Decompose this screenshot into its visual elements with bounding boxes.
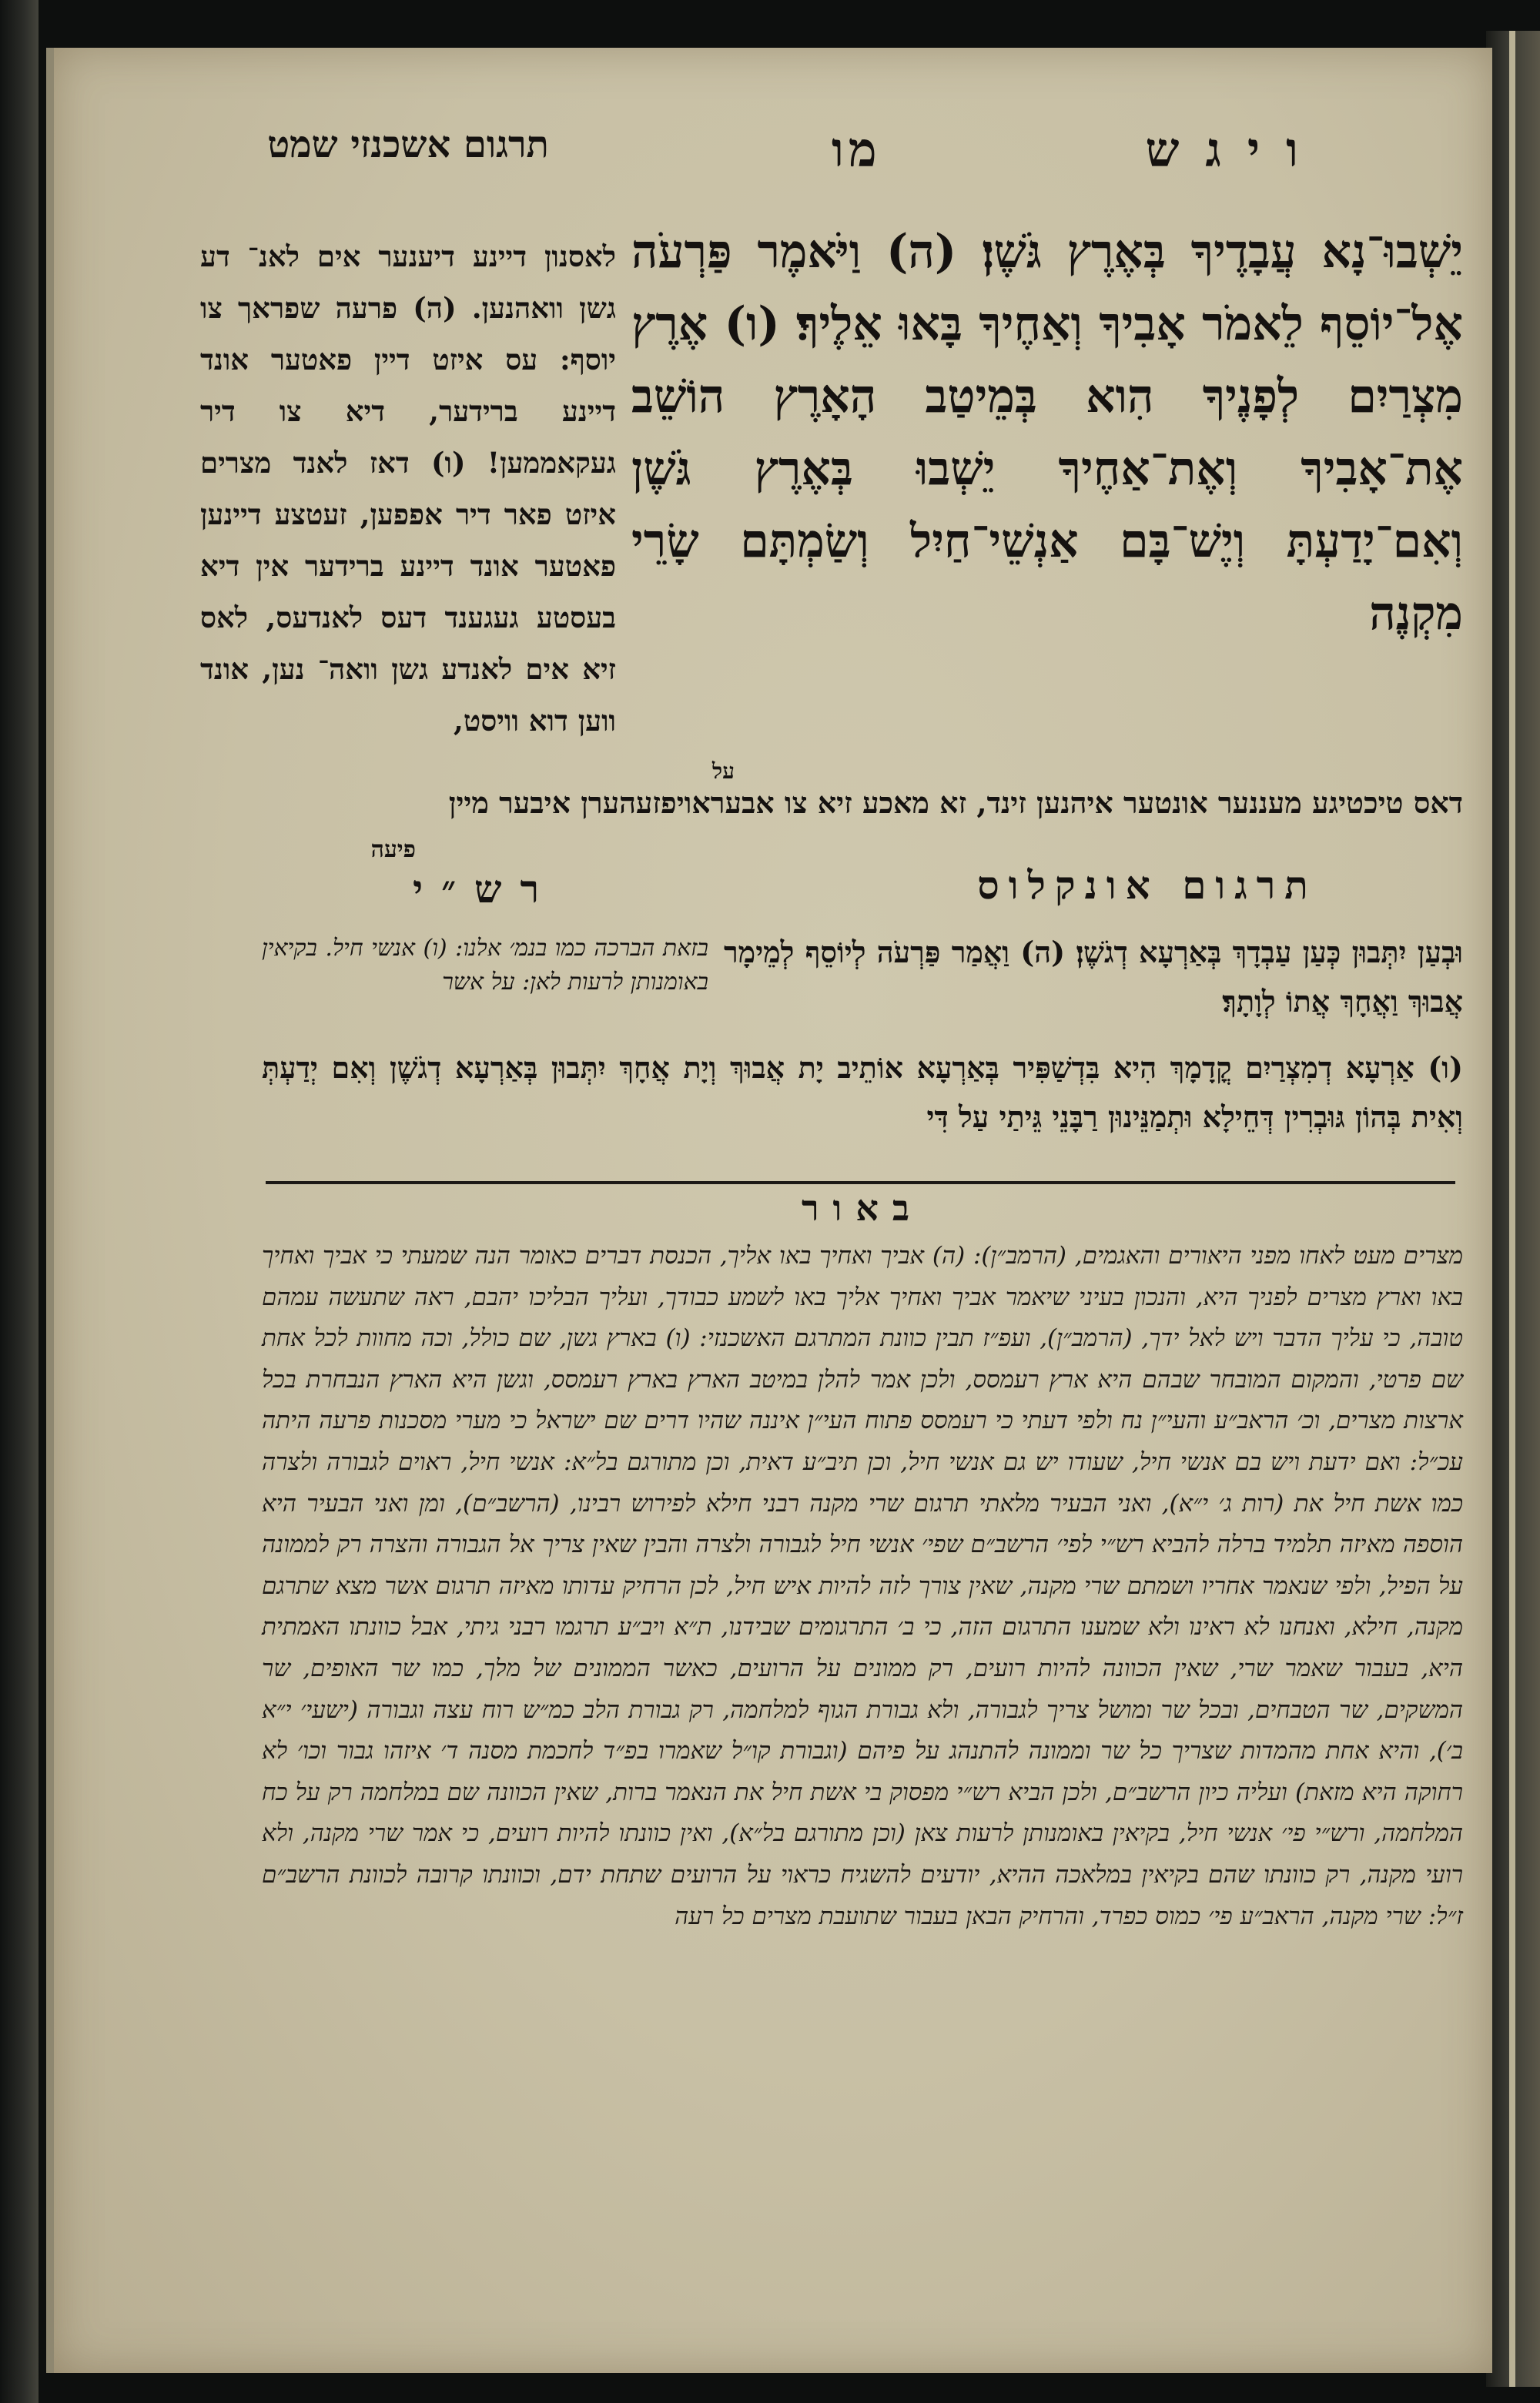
yiddish-translation-continuation: דאס טיכטיגע מעננער אונטער איהנען זינד, זא מאכע זיא צו אבעראויפזעהערן איבער מיין (448, 785, 1463, 820)
biur-heading: באור (801, 1187, 924, 1229)
next-page-edge (1486, 31, 1540, 2387)
rashi-text: בזאת הברכה כמו בנמ׳ אלנו: (ו) אנשי חיל. בקיאין באומנותן לרעות לאן: על אשר (262, 935, 708, 996)
onkelos-heading: תרגום אונקלוס (977, 862, 1317, 908)
onkelos-text-continued: (ו) אַרְעָא דְמִצְרַיִם קֳדָמָךְ הִיא בִּדְשַׁפִּיר בְּאַרְעָא אוֹתֵיב יָת אֲבוּךְ וְיָת אֲחָךְ יִתְּבוּן בְּאַרְעָא דְגֹשֶׁן וְאִם יְדַעְתְּ וְאִית בְּהוֹן גּוּבְרִין דְּחֵילָא וּתְמַנֵּינוּן רַבָּנֵי גֵּיתַי עַל דִּי (262, 1050, 1463, 1134)
yiddish-translation-continuation-end: פיעה (370, 836, 416, 863)
page-header (832, 115, 1324, 185)
onkelos-text: וּבְעַן יִתְּבוּן כְּעַן עַבְדָךְ בְּאַרְעָא דְגֹשֶׁן׃ (ה) וַאֲמַר פַּרְעֹה לְיוֹסֵף לְמֵימָר אֲבוּךְ וַאֲחָךְ אֲתוֹ לְוָתָךְ׃ (724, 935, 1463, 1019)
biur-commentary (262, 1236, 1463, 2314)
rashi-heading: רש״י (412, 866, 558, 912)
yiddish-translation-column: לאסנון דיינע דיענער אים לאנ־ דע גשן וואהנען. (ה) פרעה שפראך צו יוסף: עס איזט דיין פאטער אונד דיינע ברידער, דיא צו דיר געקאממען! (ו) דאז לאנד מצרים איזט פאר דיר אפפען, זעטצע דיינען פאטער אונד דיינע ברידער אין דיא בעסטע געגענד דעס לאנדעס, לאס זיא אים לאנדע גשן וואה־ נען, אונד ווען דוא וויסט, (200, 239, 616, 738)
catch-word: על (712, 758, 735, 784)
hebrew-main-text: יֵשְׁבוּ־נָא עֲבָדֶיךָ בְּאֶרֶץ גֹּשֶׁן׃ (ה) וַיֹּאמֶר פַּרְעֹה אֶל־יוֹסֵף לֵאמֹר אָבִיךָ וְאַחֶיךָ בָּאוּ אֵלֶיךָ׃ (ו) אֶרֶץ מִצְרַיִם לְפָנֶיךָ הִוא בְּמֵיטַב הָאָרֶץ הוֹשֵׁב אֶת־אָבִיךָ וְאֶת־אַחֶיךָ יֵשְׁבוּ בְּאֶרֶץ גֹּשֶׁן וְאִם־יָדַעְתָּ וְיֶשׁ־בָּם אַנְשֵׁי־חַיִל וְשַׂמְתָּם שָׂרֵי מִקְנֶה (631, 225, 1463, 641)
page-number: מו (832, 122, 882, 178)
book-spine-left (0, 0, 38, 2403)
translation-column-title: תרגום אשכנזי שמט (267, 123, 549, 166)
running-head: ויגש (1145, 122, 1324, 178)
biur-paragraph: מצרים מעט לאחו מפני היאורים והאגמים, (הרמב״ן): (ה) אביך ואחיך באו אליך, הכנסת דברים כאומר הנה שמעתי כי אביך ואחיך באו וארץ מצרים לפניך היא, והנכון בעיני שיאמר אביך ואחיך אליך באו לשמע כבודך, ועליך הבליכו יהבם, ראה שתעשה עמהם טובה, כי עליך הדבר ויש לאל ידך, (הרמב״ן), ועפ״ז תבין כוונת המתרגם האשכנזי: (ו) בארץ גשן, שם כולל, וכה מחוות לכל אחת שם פרטי, והמקום המובחר שבהם היא ארץ רעמסס, ולכן אמר להלן במיטב הארץ בארץ רעמסס, וגשן היא הארץ הנבחרת בכל ארצות מצרים, וכ׳ הראב״ע והעי״ן נח ולפי דעתי כי רעמסס פתוח העי״ן איננה שהיו דרים שם ישראל כי מערי מסכנות פרעה היתה עכ״ל: ואם ידעת ויש בם אנשי חיל, שעודו יש גם אנשי חיל, וכן תיב״ע דאית, וכן מתורגם בל״א: אנשי חיל, ראוים לגבורה ולצרה כמו אשת חיל את (רות ג׳ י״א), ואני הבעיר מלאתי תרגום שרי מקנה רבני חילא לפירוש רבינו, (הרשב״ם), ומן ואני הבעיר היא הוספה מאיזה תלמיד ברלה להביא רש״י לפי׳ הרשב״ם שפי׳ אנשי חיל לגבורה ולצרה והבין שאין צריך אל הגבורה והצרה רק לממונה על הפיל, ולפי שנאמר אחריו ושמתם שרי מקנה, שאין צורך לזה להיות איש חיל, לכן הרחיק עדותו מאיזה תרגום אשר מצא שתרגם מקנה, חילא, ואנחנו לא ראינו ולא שמענו התרגום הזה, כי ב׳ התרגומים שבידנו, ת״א ויב״ע תרגמו רבני גיתי, אבל כוונתו האמתית היא, בעבור שאמר שרי, שאין הכוונה להיות רועים, רק ממונים על הרועים, כאשר הממונים של מלך, כמו שר האופים, שר המשקים, שר הטבחים, ובכל שר ומושל צריך לגבורה, ולא גבורת הגוף למלחמה, רק גבורת הלב כמ״ש רוח עצה וגבורה (ישעי׳ י״א ב׳), והיא אחת מהמדות שצריך כל שר וממונה להתנהג על פיהם (וגבורת קו״ל שאמרו בפ״ד לחכמת מסנה ד׳ איזהו גבור וכו׳ לא רחוקה היא מזאת) ועליה כיון הרשב״ם, ולכן הביא רש״י מפסוק בי אשת חיל את הנאמר ברות, שאין הכוונה שם במלחמה רק על כח המלחמה, ורש״י פי׳ אנשי חיל, בקיאין באומנותן לרעות צאן (וכן מתורגם בל״א), ואין כוונתו להיות רועים, כי אמר שרי מקנה, ולא רועי מקנה, רק כוונתו שהם בקיאין במלאכה ההיא, יודעים להשגיח כראוי על הרועים שתחת ידם, וכוונתו קרובה לכוונת הרשב״ם ז״ל: שרי מקנה, הראב״ע פי׳ כמוס כפרד, והרחיק הבאן בעבור שתועבת מצרים כל רעה (262, 1242, 1463, 1930)
section-divider-rule (266, 1181, 1455, 1184)
